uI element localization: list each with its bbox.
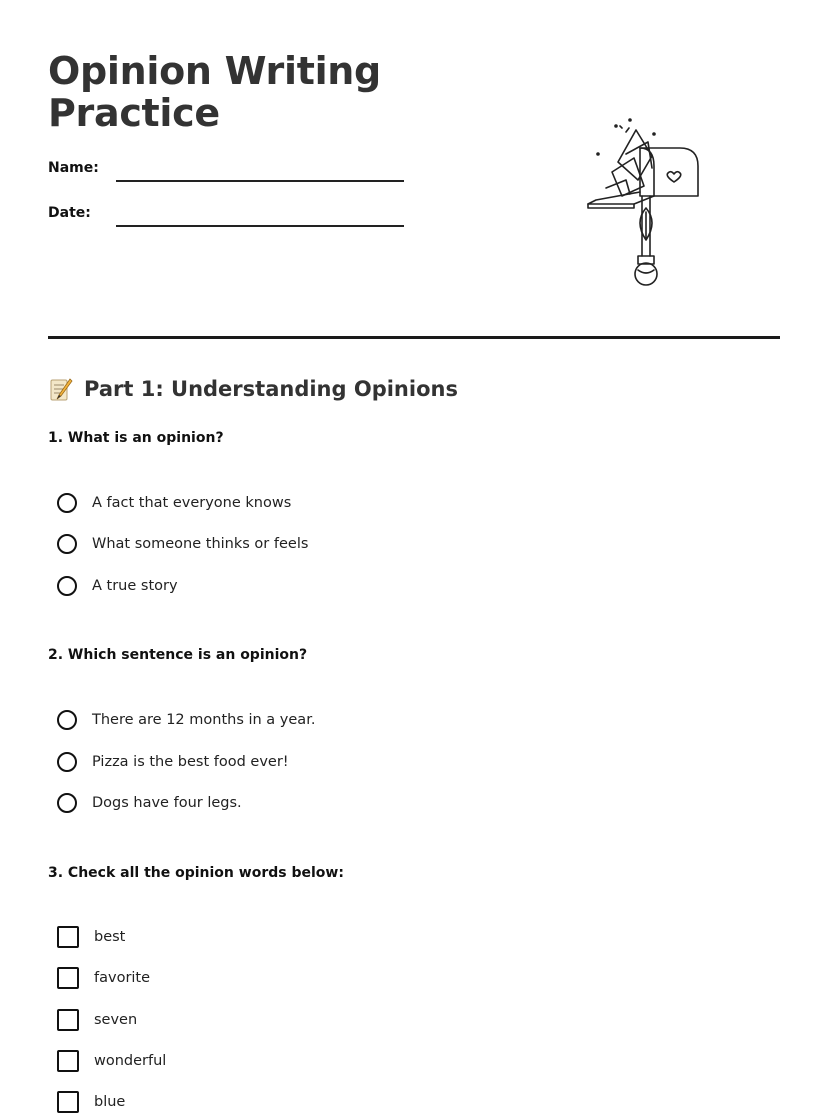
q2-option-1[interactable] [57, 707, 315, 733]
radio-button[interactable] [57, 534, 77, 554]
checkbox[interactable] [57, 1050, 79, 1072]
option-label: There are 12 months in a year. [92, 712, 316, 728]
option-label: Pizza is the best food ever! [92, 754, 289, 770]
q3-option-2[interactable] [57, 965, 150, 991]
q1-option-1[interactable] [57, 490, 291, 516]
option-label: wonderful [94, 1053, 167, 1069]
q1-option-3[interactable] [57, 573, 178, 599]
radio-button[interactable] [57, 793, 77, 813]
section-divider [48, 336, 780, 339]
name-label: Name: [48, 160, 99, 176]
checkbox[interactable] [57, 1091, 79, 1113]
option-label: best [94, 929, 126, 945]
option-label: A true story [92, 578, 178, 594]
date-label: Date: [48, 205, 91, 221]
q2-option-3[interactable] [57, 790, 242, 816]
q3-option-4[interactable] [57, 1048, 166, 1074]
section-heading-part1 [48, 375, 458, 403]
radio-button[interactable] [57, 710, 77, 730]
option-label: seven [94, 1012, 138, 1028]
date-field[interactable] [116, 225, 404, 227]
checkbox[interactable] [57, 967, 79, 989]
radio-button[interactable] [57, 576, 77, 596]
q3-option-5[interactable] [57, 1089, 125, 1115]
option-label: favorite [94, 970, 151, 986]
mailbox-icon [578, 108, 718, 298]
radio-button[interactable] [57, 493, 77, 513]
radio-button[interactable] [57, 752, 77, 772]
name-field[interactable] [116, 180, 404, 182]
option-label: What someone thinks or feels [92, 536, 309, 552]
q3-option-3[interactable] [57, 1007, 137, 1033]
question-3: 3. Check all the opinion words below: [48, 865, 344, 881]
q2-option-2[interactable] [57, 749, 289, 775]
option-label: Dogs have four legs. [92, 795, 242, 811]
memo-icon [48, 375, 74, 403]
q3-option-1[interactable] [57, 924, 125, 950]
page-title: Opinion Writing Practice [48, 49, 381, 135]
option-label: A fact that everyone knows [92, 495, 292, 511]
q1-option-2[interactable] [57, 531, 308, 557]
question-1: 1. What is an opinion? [48, 430, 224, 446]
section-heading-text: Part 1: Understanding Opinions [84, 377, 458, 401]
question-2: 2. Which sentence is an opinion? [48, 647, 308, 663]
checkbox[interactable] [57, 1009, 79, 1031]
option-label: blue [94, 1094, 126, 1110]
checkbox[interactable] [57, 926, 79, 948]
